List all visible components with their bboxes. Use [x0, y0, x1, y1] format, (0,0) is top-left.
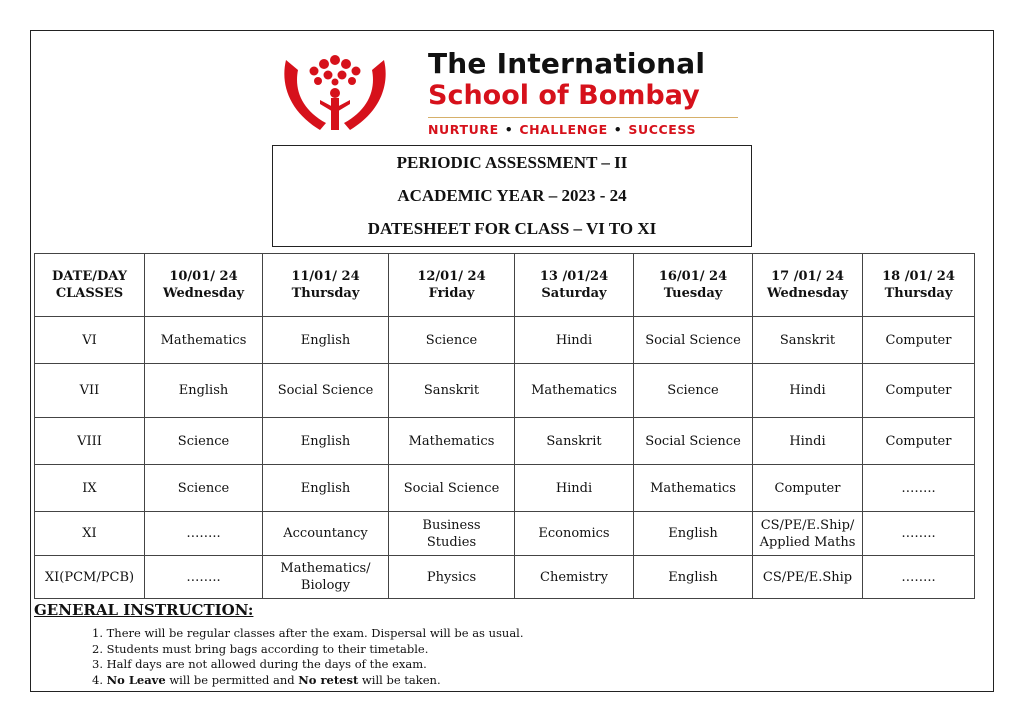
motto-word: NURTURE	[428, 122, 499, 137]
subject-cell: Chemistry	[515, 556, 634, 599]
subject-cell: Mathematics	[145, 317, 263, 364]
subject-cell: Computer	[863, 364, 975, 418]
class-label-cell: XI(PCM/PCB)	[35, 556, 145, 599]
subject-cell: Sanskrit	[515, 418, 634, 465]
table-row	[35, 364, 975, 418]
date-column-header: 13 /01/24 Saturday	[515, 254, 634, 317]
subject-cell: Science	[145, 465, 263, 512]
subject-cell: Computer	[753, 465, 863, 512]
school-name-line2: School of Bombay	[428, 80, 700, 111]
subject-cell: ……..	[863, 465, 975, 512]
subject-cell: Science	[389, 317, 515, 364]
subject-cell: Social Science	[389, 465, 515, 512]
subject-cell: Hindi	[753, 364, 863, 418]
subject-cell: English	[263, 418, 389, 465]
subject-cell: Mathematics	[634, 465, 753, 512]
subject-cell: Mathematics	[515, 364, 634, 418]
date-column-header: 16/01/ 24 Tuesday	[634, 254, 753, 317]
date-column-header: 17 /01/ 24 Wednesday	[753, 254, 863, 317]
school-logo-icon	[280, 50, 390, 136]
subject-cell: Hindi	[753, 418, 863, 465]
subject-cell: English	[263, 317, 389, 364]
motto-word: CHALLENGE	[519, 122, 608, 137]
instruction-item: 1. There will be regular classes after the exam. Dispersal will be as usual.	[92, 626, 524, 640]
subject-cell: English	[634, 512, 753, 556]
subject-cell: Sanskrit	[389, 364, 515, 418]
motto-divider	[428, 117, 738, 118]
subject-cell: ……..	[863, 556, 975, 599]
subject-cell: Social Science	[634, 418, 753, 465]
date-column-header: 12/01/ 24 Friday	[389, 254, 515, 317]
subject-cell: Hindi	[515, 317, 634, 364]
date-column-header: 18 /01/ 24 Thursday	[863, 254, 975, 317]
subject-cell: Sanskrit	[753, 317, 863, 364]
subject-cell: ……..	[145, 512, 263, 556]
academic-year: ACADEMIC YEAR – 2023 - 24	[397, 186, 627, 205]
subject-cell: Mathematics	[389, 418, 515, 465]
subject-cell: English	[263, 465, 389, 512]
class-label-cell: VIII	[35, 418, 145, 465]
class-label-cell: VI	[35, 317, 145, 364]
assessment-title: PERIODIC ASSESSMENT – II	[396, 153, 628, 172]
subject-cell: Economics	[515, 512, 634, 556]
instruction-item: 4. No Leave will be permitted and No retest will be taken.	[92, 672, 441, 687]
class-label-cell: VII	[35, 364, 145, 418]
datesheet-title: DATESHEET FOR CLASS – VI TO XI	[367, 219, 657, 238]
class-label-cell: XI	[35, 512, 145, 556]
subject-cell: Computer	[863, 418, 975, 465]
subject-cell: Computer	[863, 317, 975, 364]
table-row	[35, 512, 975, 556]
instruction-item: 2. Students must bring bags according to their timetable.	[92, 641, 429, 656]
class-label-cell: IX	[35, 465, 145, 512]
motto-word: SUCCESS	[628, 122, 697, 137]
subject-cell: ……..	[863, 512, 975, 556]
subject-cell: English	[145, 364, 263, 418]
subject-cell: CS/PE/E.Ship	[753, 556, 863, 599]
table-row	[35, 418, 975, 465]
table-row	[35, 317, 975, 364]
subject-cell: Mathematics/ Biology	[263, 556, 389, 599]
table-header-row	[35, 254, 975, 317]
corner-header: DATE/DAY CLASSES	[35, 254, 145, 317]
subject-cell: Physics	[389, 556, 515, 599]
datesheet-table	[34, 253, 975, 599]
subject-cell: Accountancy	[263, 512, 389, 556]
date-column-header: 10/01/ 24 Wednesday	[145, 254, 263, 317]
school-name-line1: The International	[428, 47, 706, 80]
subject-cell: CS/PE/E.Ship/ Applied Maths	[753, 512, 863, 556]
subject-cell: ……..	[145, 556, 263, 599]
subject-cell: Social Science	[634, 317, 753, 364]
subject-cell: Business Studies	[389, 512, 515, 556]
subject-cell: English	[634, 556, 753, 599]
table-row	[35, 556, 975, 599]
table-body	[35, 317, 975, 599]
school-motto: NURTURE • CHALLENGE • SUCCESS	[428, 122, 697, 137]
subject-cell: Social Science	[263, 364, 389, 418]
instructions-title: GENERAL INSTRUCTION:	[34, 601, 254, 619]
subject-cell: Hindi	[515, 465, 634, 512]
title-box	[272, 145, 752, 247]
date-column-header: 11/01/ 24 Thursday	[263, 254, 389, 317]
subject-cell: Science	[634, 364, 753, 418]
instructions-list	[92, 626, 524, 688]
table-row	[35, 465, 975, 512]
instruction-item: 3. Half days are not allowed during the days of the exam.	[92, 657, 427, 671]
subject-cell: Science	[145, 418, 263, 465]
